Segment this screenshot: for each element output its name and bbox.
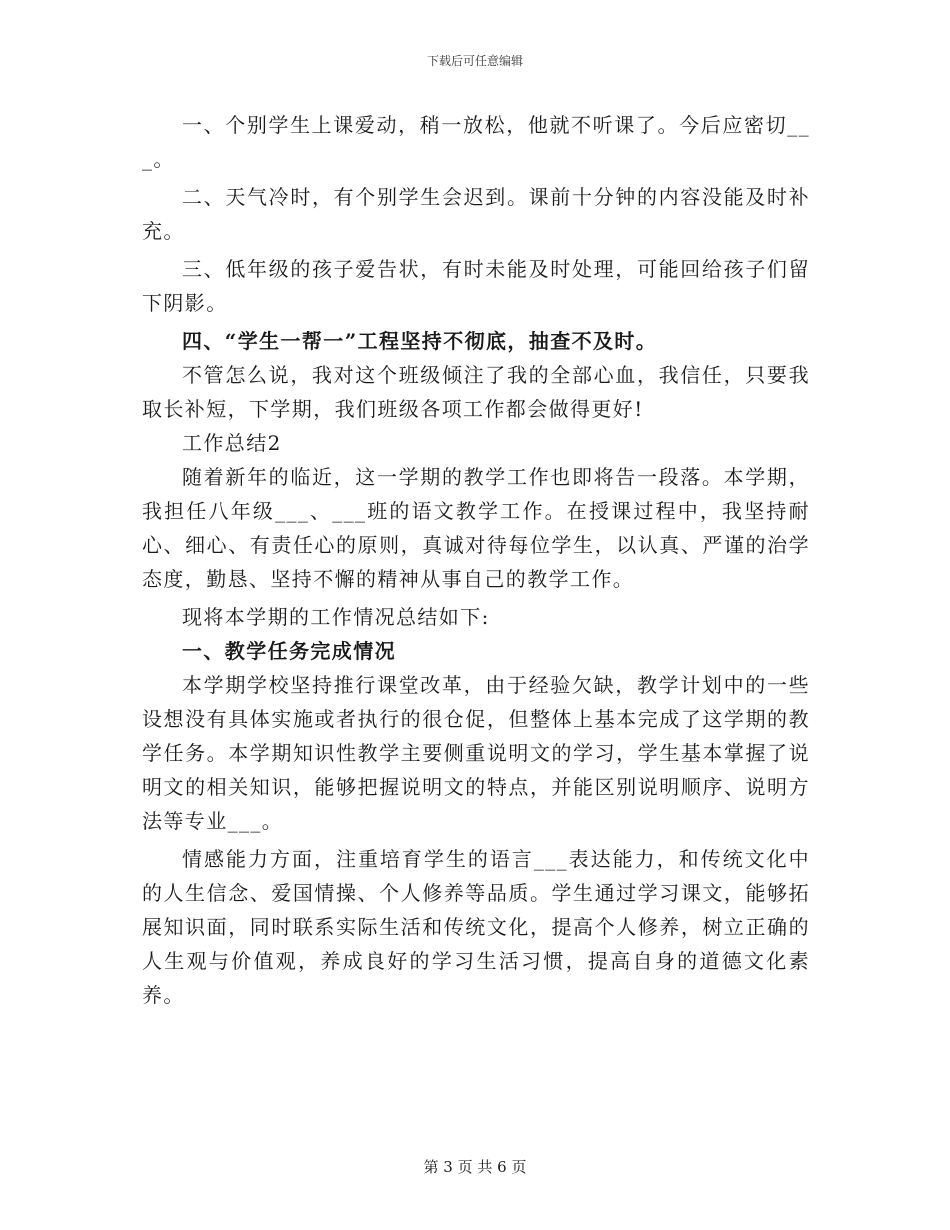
- paragraph-8: 现将本学期的工作情况总结如下:: [182, 605, 490, 629]
- paragraph-1: 一、个别学生上课爱动，稍一放松，他就不听课了。今后应密切___。: [142, 113, 810, 171]
- paragraph-10: 本学期学校坚持推行课堂改革，由于经验欠缺，教学计划中的一些设想没有具体实施或者执行的很仓促，但整体上基本完成了这学期的教学任务。本学期知识性教学主要侧重说明文的学习，学生基本掌握了说明文的相关知识，能够把握说明文的特点，并能区别说明顺序、说明方法等专业___。: [142, 673, 810, 833]
- paragraph-11: 情感能力方面，注重培育学生的语言___表达能力，和传统文化中的人生信念、爱国情操、个人修养等品质。学生通过学习课文，能够拓展知识面，同时联系实际生活和传统文化，提高个人修养，树立正确的人生观与价值观，养成良好的学习生活习惯，提高自身的道德文化素养。: [142, 847, 810, 1007]
- paragraph-3: 三、低年级的孩子爱告状，有时未能及时处理，可能回给孩子们留下阴影。: [142, 257, 810, 315]
- paragraph-4-heading: 四、“学生一帮一”工程坚持不彻底，抽查不及时。: [182, 329, 658, 353]
- document-body: [142, 108, 810, 1012]
- section-title-work-summary-2: 工作总结2: [182, 431, 282, 455]
- paragraph-2: 二、天气冷时，有个别学生会迟到。课前十分钟的内容没能及时补充。: [142, 185, 810, 243]
- paragraph-5: 不管怎么说，我对这个班级倾注了我的全部心血，我信任，只要我取长补短，下学期，我们班级各项工作都会做得更好!: [142, 363, 810, 421]
- header-note: 下载后可任意编辑: [426, 54, 523, 68]
- section-heading-teaching-tasks: 一、教学任务完成情况: [182, 639, 396, 663]
- paragraph-7: 随着新年的临近，这一学期的教学工作也即将告一段落。本学期，我担任八年级___、___班的语文教学工作。在授课过程中，我坚持耐心、细心、有责任心的原则，真诚对待每位学生，以认真、严谨的治学态度，勤恳、坚持不懈的精神从事自己的教学工作。: [142, 465, 810, 591]
- page-number: 第 3 页 共 6 页: [423, 1158, 527, 1176]
